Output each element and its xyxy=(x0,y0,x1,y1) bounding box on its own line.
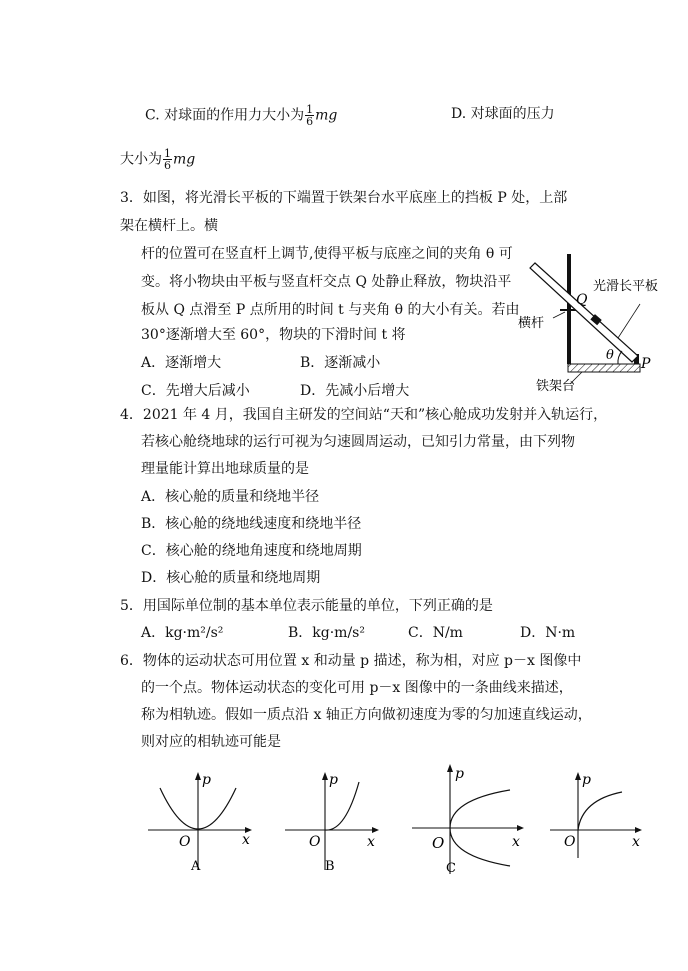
q2-option-d-fraction: $\frac{1}{6}$ xyxy=(164,147,171,172)
q5-option-b: B．kg·m/s² xyxy=(288,625,365,641)
q4-line-2: 若核心舱绕地球的运行可视为匀速圆周运动，已知引力常量，由下列物 xyxy=(141,434,575,450)
q3-option-b: B．逐渐减小 xyxy=(300,355,381,371)
q2-option-c-text: C. 对球面的作用力大小为 xyxy=(145,107,305,124)
q6-line-4: 则对应的相轨迹可能是 xyxy=(141,734,281,750)
graph-b-letter: B xyxy=(325,859,335,874)
svg-text:x: x xyxy=(512,834,520,850)
q2-option-c-mg: mg xyxy=(315,107,338,124)
q5-option-c: C．N/m xyxy=(408,625,463,641)
label-p: P xyxy=(641,356,651,372)
label-crossbar: 横杆 xyxy=(518,316,545,331)
q5-option-a: A．kg·m²/s² xyxy=(141,625,224,641)
q2-option-c xyxy=(145,104,337,127)
svg-text:p: p xyxy=(202,772,211,788)
q6-line-3: 称为相轨迹。假如一质点沿 x 轴正方向做初速度为零的匀加速直线运动， xyxy=(141,707,592,723)
label-board: 光滑长平板 xyxy=(593,279,659,294)
stand-base xyxy=(568,364,640,372)
svg-text:p: p xyxy=(329,772,338,788)
q3-line-6: 30°逐渐增大至 60°，物块的下滑时间 t 将 xyxy=(141,327,406,343)
inclined-board xyxy=(530,263,638,362)
svg-text:p: p xyxy=(582,772,591,788)
q3-line-5: 板从 Q 点滑至 P 点所用的时间 t 与夹角 θ 的大小有关。若由 xyxy=(141,302,520,318)
q4-line-3: 理量能计算出地球质量的是 xyxy=(141,461,309,477)
q4-option-c: C．核心舱的绕地角速度和绕地周期 xyxy=(141,543,362,559)
q3-line-3: 杆的位置可在竖直杆上调节,使得平板与底座之间的夹角 θ 可 xyxy=(141,246,513,262)
q2-option-c-fraction: $\frac{1}{6}$ xyxy=(306,103,314,128)
svg-text:O: O xyxy=(432,834,445,852)
curve-d xyxy=(578,792,622,830)
q3-line-4: 变。将小物块由平板与竖直杆交点 Q 处静止释放，物块沿平 xyxy=(141,274,512,290)
svg-text:O: O xyxy=(179,834,191,850)
q4-line-1: 4．2021 年 4 月，我国自主研发的空间站“天和”核心舱成功发射并入轨运行， xyxy=(120,407,608,423)
svg-text:x: x xyxy=(242,832,250,848)
q6-graph-c xyxy=(410,762,528,876)
q3-option-c: C．先增大后减小 xyxy=(141,383,250,399)
q4-option-d: D．核心舱的质量和绕地周期 xyxy=(141,570,321,586)
q6-line-2: 的一个点。物体运动状态的变化可用 p－x 图像中的一条曲线来描述， xyxy=(141,680,573,696)
svg-text:x: x xyxy=(367,834,375,850)
svg-text:x: x xyxy=(632,834,640,850)
q3-line-2: 架在横杆上。横 xyxy=(120,218,218,234)
q4-option-b: B．核心舱的绕地线速度和绕地半径 xyxy=(141,516,362,532)
label-stand: 铁架台 xyxy=(536,379,576,394)
graph-c-letter: C xyxy=(446,861,456,876)
q2-option-d: D. 对球面的压力 xyxy=(451,106,555,122)
q5-line-1: 5．用国际单位制的基本单位表示能量的单位，下列正确的是 xyxy=(120,598,493,614)
q6-graph-b xyxy=(283,770,383,874)
q3-apparatus-figure xyxy=(510,248,680,398)
q6-line-1: 6．物体的运动状态可用位置 x 和动量 p 描述，称为相，对应 p－x 图像中 xyxy=(120,653,582,669)
svg-text:O: O xyxy=(309,834,321,850)
svg-text:p: p xyxy=(455,766,464,782)
q2-option-d-continuation: 大小为 $\frac{1}{6}$ mg xyxy=(120,147,196,172)
q4-option-a: A．核心舱的质量和绕地半径 xyxy=(141,489,320,505)
q3-option-d: D．先减小后增大 xyxy=(300,383,410,399)
label-q: Q xyxy=(576,292,588,308)
graph-a-letter: A xyxy=(191,859,201,874)
q3-option-a: A．逐渐增大 xyxy=(141,355,222,371)
q3-line-1: 3．如图，将光滑长平板的下端置于铁架台水平底座上的挡板 P 处，上部 xyxy=(120,190,568,206)
q5-option-d: D．N·m xyxy=(520,625,576,641)
label-theta: θ xyxy=(606,348,614,363)
svg-text:O: O xyxy=(564,834,576,850)
curve-b xyxy=(325,782,359,830)
q6-graph-a xyxy=(146,770,256,874)
q6-graph-d xyxy=(548,770,648,860)
